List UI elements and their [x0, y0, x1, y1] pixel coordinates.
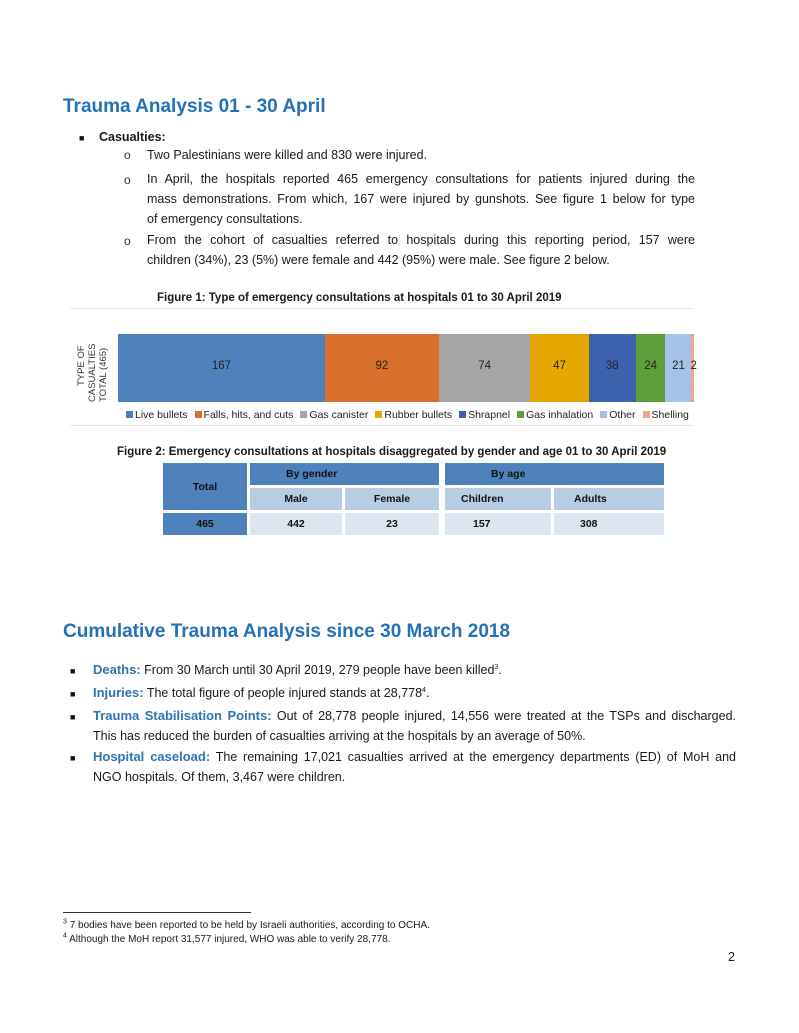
bar-segment-falls-hits-and-cuts: [325, 334, 439, 402]
injuries-label: Injuries:: [93, 685, 144, 700]
footnote-ref-4[interactable]: 4: [422, 686, 426, 694]
item-2-line-2: mass demonstrations. From which, 167 were injured by gunshots. See figure 1 below for type: [147, 192, 695, 206]
table-header-male: Male: [250, 488, 342, 510]
footnote-3-mark: 3: [63, 918, 67, 926]
bar-data-label: 92: [375, 360, 389, 372]
deaths-text: From 30 March until 30 April 2019, 279 people have been killed: [144, 663, 495, 677]
gender-age-table: [160, 460, 667, 538]
legend-item: [459, 409, 510, 421]
bar-segment-shrapnel: [589, 334, 636, 402]
footnote-4: [63, 934, 390, 945]
bar-data-label: 24: [644, 360, 657, 372]
bullet-square-icon: ■: [79, 133, 85, 143]
legend-label: Live bullets: [135, 409, 188, 421]
legend-label: Shrapnel: [468, 409, 511, 421]
bar-segment-other: [665, 334, 691, 402]
tsp-item: [93, 706, 736, 746]
caseload-line-1: [93, 747, 736, 767]
item-3-line-2: children (34%), 23 (5%) were female and 442 (95%) were male. See figure 2 below.: [147, 253, 610, 267]
bar-data-label: 2: [690, 360, 697, 372]
legend-swatch: [643, 411, 650, 418]
footnote-4-mark: 4: [63, 932, 67, 940]
legend-swatch: [459, 411, 466, 418]
bar-segment-shelling: [690, 334, 697, 402]
footnote-4-text: Although the MoH report 31,577 injured, WHO was able to verify 28,778.: [69, 934, 391, 945]
tsp-label: Trauma Stabilisation Points:: [93, 708, 272, 723]
deaths-label: Deaths:: [93, 662, 141, 677]
figure-2-caption: Figure 2: Emergency consultations at hospitals disaggregated by gender and age 01 to 30 April 2019: [117, 446, 667, 458]
table-cell-female: 23: [345, 513, 439, 535]
injuries-item: Injuries: The total figure of people injured stands at 28,778$^4$.: [93, 685, 430, 700]
figure-1-caption: Figure 1: Type of emergency consultations at hospitals 01 to 30 April 2019: [157, 292, 562, 304]
bar-data-label: 21: [672, 360, 685, 372]
caseload-label: Hospital caseload:: [93, 749, 211, 764]
bullet-square-icon: ■: [70, 753, 76, 763]
table-header-female: Female: [345, 488, 439, 510]
legend-item: [517, 409, 593, 421]
deaths-item: Deaths: From 30 March until 30 April 2019, 279 people have been killed$^3$.: [93, 662, 502, 677]
circle-bullet-icon: o: [124, 173, 131, 187]
legend-item: [126, 409, 188, 421]
legend-label: Falls, hits, and cuts: [203, 409, 294, 421]
legend-swatch: [517, 411, 524, 418]
legend-swatch: [195, 411, 202, 418]
bar-segment-live-bullets: [118, 334, 325, 402]
bullet-square-icon: ■: [70, 712, 76, 722]
legend-label: Rubber bullets: [384, 409, 453, 421]
circle-bullet-icon: o: [124, 234, 131, 248]
y-axis-label-line: TYPE OF: [76, 345, 87, 386]
table-header-total: Total: [163, 463, 247, 510]
table-header-adults: Adults: [554, 488, 664, 510]
caseload-text: The remaining 17,021 casualties arrived at the emergency departments (ED) of MoH and: [215, 750, 736, 764]
table-cell-children: 157: [445, 513, 551, 535]
table-cell-male: 442: [250, 513, 342, 535]
legend-item: [300, 409, 368, 421]
section-title-cumulative: Cumulative Trauma Analysis since 30 March 2018: [63, 621, 511, 642]
casualties-item-3: [147, 230, 695, 270]
casualties-item-1: Two Palestinians were killed and 830 were injured.: [147, 148, 428, 162]
page-number: 2: [728, 950, 735, 964]
table-header-by-age: By age: [445, 463, 664, 485]
legend-swatch: [126, 411, 133, 418]
table-header-children: Children: [445, 488, 551, 510]
legend-item: [600, 409, 635, 421]
table-cell-adults: 308: [554, 513, 664, 535]
table-cell-total: 465: [163, 513, 247, 535]
casualties-item-2: [147, 169, 695, 229]
bar-data-label: 47: [553, 360, 566, 372]
bar-segment-gas-canister: [439, 334, 531, 402]
bar-segment-gas-inhalation: [636, 334, 666, 402]
legend-label: Gas inhalation: [526, 409, 594, 421]
legend-item: [375, 409, 452, 421]
legend-swatch: [300, 411, 307, 418]
caseload-item: [93, 747, 736, 787]
item-2-line-1: In April, the hospitals reported 465 emergency consultations for patients injured during the: [147, 172, 695, 186]
legend-item: [195, 409, 294, 421]
circle-bullet-icon: o: [124, 148, 131, 162]
legend-swatch: [600, 411, 607, 418]
section-title-april: Trauma Analysis 01 - 30 April: [63, 96, 326, 117]
caseload-line-2: NGO hospitals. Of them, 3,467 were children.: [93, 770, 346, 784]
footnote-3: [63, 920, 430, 931]
bar-data-label: 38: [605, 360, 619, 372]
tsp-text: Out of 28,778 people injured, 14,556 were treated at the TSPs and discharged.: [276, 709, 736, 723]
stacked-bar-chart: [118, 334, 697, 402]
bullet-square-icon: ■: [70, 666, 76, 676]
legend-label: Gas canister: [309, 409, 369, 421]
casualties-label: Casualties:: [99, 130, 166, 144]
table-header-by-gender: By gender: [250, 463, 439, 485]
bar-data-label: 74: [478, 360, 492, 372]
bar-data-label: 167: [211, 360, 232, 372]
bar-segment-rubber-bullets: [530, 334, 588, 402]
injuries-text: The total figure of people injured stands at 28,778: [146, 686, 423, 700]
footnote-3-text: 7 bodies have been reported to be held by Israeli authorities, according to OCHA.: [69, 920, 430, 931]
footnote-divider: [63, 912, 251, 913]
y-axis-label-line: TOTAL (465): [98, 347, 109, 402]
footnote-ref-3[interactable]: 3: [494, 663, 499, 671]
legend-label: Other: [609, 409, 636, 421]
tsp-line-1: [93, 706, 736, 726]
y-axis-label-line: CASUALTIES: [87, 343, 98, 402]
bullet-square-icon: ■: [70, 689, 76, 699]
chart-y-axis-label: [64, 334, 120, 402]
item-3-line-1: From the cohort of casualties referred to hospitals during this reporting period, 157 were: [147, 233, 695, 247]
legend-item: [643, 409, 689, 421]
chart-legend: [126, 409, 696, 421]
legend-label: Shelling: [651, 409, 689, 421]
item-2-line-3: of emergency consultations.: [147, 212, 303, 226]
legend-swatch: [375, 411, 382, 418]
tsp-line-2: This has reduced the burden of casualties arriving at the hospitals by an average of 50%.: [93, 729, 586, 743]
